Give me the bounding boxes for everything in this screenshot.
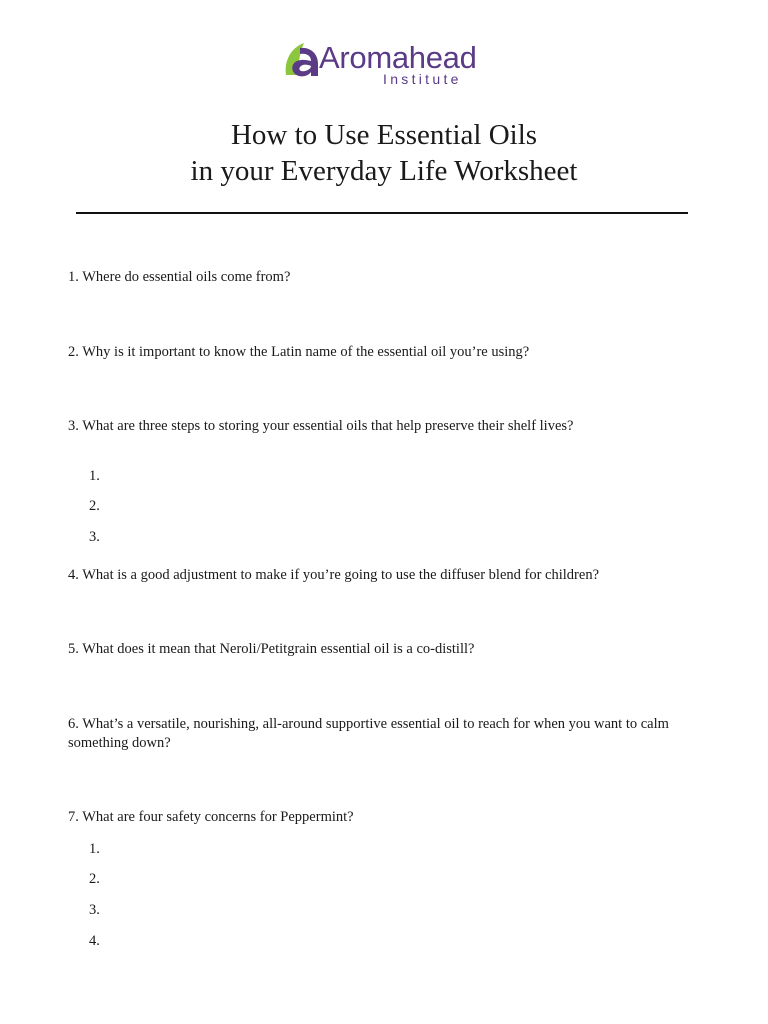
question-1: 1. Where do essential oils come from? xyxy=(68,269,291,285)
aromahead-a-logo-icon xyxy=(280,40,320,78)
question-7-answer-3: 3. xyxy=(89,902,100,918)
title-line-2: in your Everyday Life Worksheet xyxy=(190,155,578,187)
question-3-answer-3: 3. xyxy=(89,529,100,545)
brand-name: Aromahead xyxy=(319,40,477,75)
question-7: 7. What are four safety concerns for Peppermint? xyxy=(68,809,354,825)
question-4: 4. What is a good adjustment to make if you’re going to use the diffuser blend for children? xyxy=(68,567,599,583)
brand-subtitle: Institute xyxy=(383,71,462,87)
question-7-answer-2: 2. xyxy=(89,871,100,887)
title-divider xyxy=(76,212,688,214)
question-2: 2. Why is it important to know the Latin name of the essential oil you’re using? xyxy=(68,344,530,360)
question-6: 6. What’s a versatile, nourishing, all-around supportive essential oil to reach for when you want to calm something down? xyxy=(68,716,669,751)
aromahead-logo xyxy=(280,38,490,90)
title-line-1: How to Use Essential Oils xyxy=(230,119,538,151)
worksheet-title xyxy=(0,117,768,189)
question-7-answer-4: 4. xyxy=(89,933,100,949)
question-5: 5. What does it mean that Neroli/Petitgrain essential oil is a co-distill? xyxy=(68,641,475,657)
question-3: 3. What are three steps to storing your essential oils that help preserve their shelf lives? xyxy=(68,418,574,434)
question-3-answer-1: 1. xyxy=(89,468,100,484)
question-3-answer-2: 2. xyxy=(89,498,100,514)
question-7-answer-1: 1. xyxy=(89,841,100,857)
